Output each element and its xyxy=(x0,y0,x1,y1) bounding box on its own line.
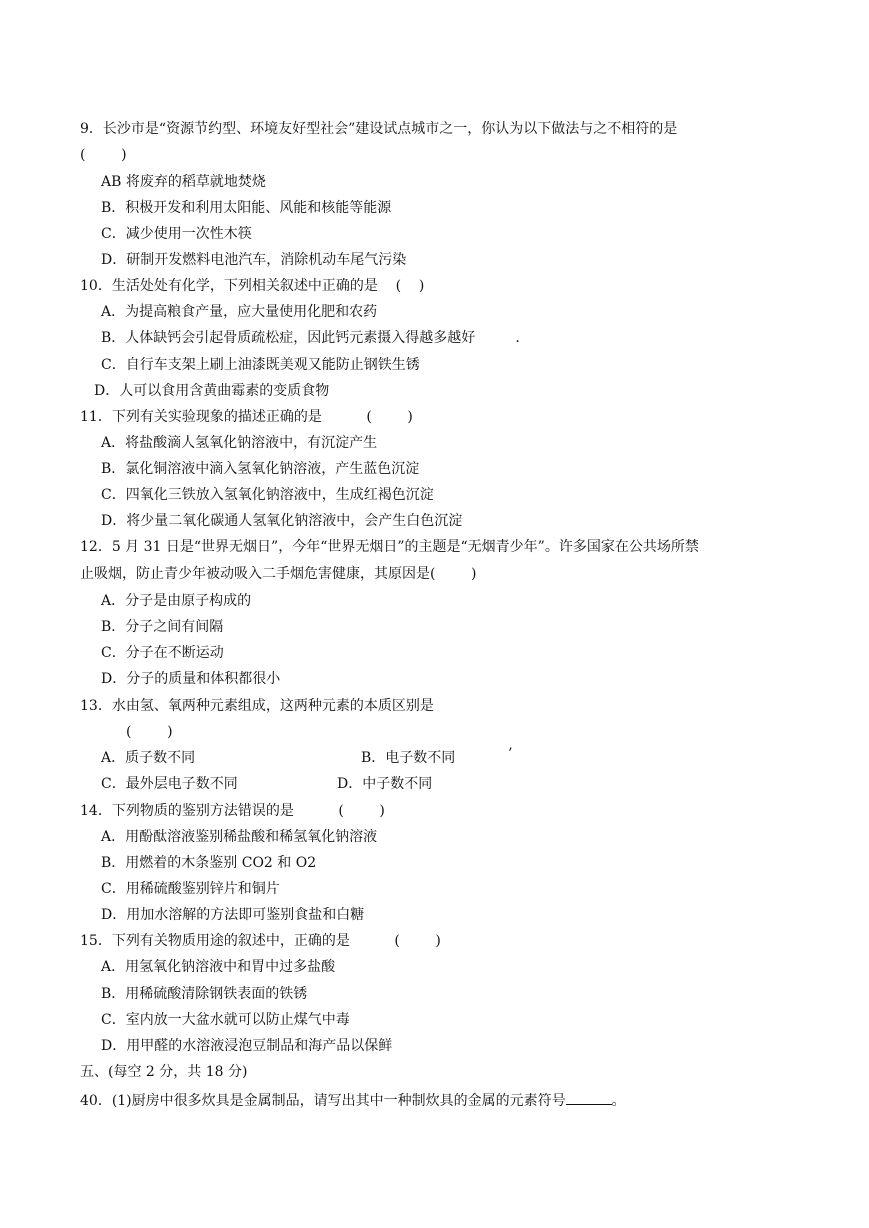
question-9-answer-bracket: ( ) xyxy=(80,147,127,163)
question-13-option-d: D．中子数不同 xyxy=(337,776,433,792)
question-9-option-c: C．减少使用一次性木筷 xyxy=(101,226,252,242)
question-10-option-a: A．为提高粮食产量，应大量使用化肥和农药 xyxy=(101,304,378,320)
question-14-stem: 14．下列物质的鉴别方法错误的是 ( ) xyxy=(80,803,385,819)
question-13-option-a: A．质子数不同 xyxy=(101,750,196,766)
answer-blank[interactable] xyxy=(566,1090,612,1105)
question-15-option-c: C．室内放一大盆水就可以防止煤气中毒 xyxy=(101,1012,350,1028)
question-9-option-a: AB 将废弃的稻草就地焚烧 xyxy=(101,174,266,190)
question-40-end-punct: 。 xyxy=(611,1093,626,1109)
question-11-option-a: A．将盐酸滴人氢氧化钠溶液中，有沉淀产生 xyxy=(101,435,378,451)
question-40-line xyxy=(80,1090,626,1110)
question-11-option-d: D．将少量二氧化碳通人氢氧化钠溶液中，会产生白色沉淀 xyxy=(101,513,463,529)
question-12-option-c: C．分子在不断运动 xyxy=(101,645,224,661)
question-15-option-b: B．用稀硫酸清除钢铁表面的铁锈 xyxy=(101,986,308,1002)
question-15-option-d: D．用甲醛的水溶液浸泡豆制品和海产品以保鲜 xyxy=(101,1038,393,1054)
question-13-answer-bracket: ( ) xyxy=(126,724,173,740)
question-9-stem: 9．长沙市是“资源节约型、环境友好型社会”建设试点城市之一，你认为以下做法与之不相符的是 xyxy=(80,121,678,137)
question-14-option-a: A．用酚酞溶液鉴别稀盐酸和稀氢氧化钠溶液 xyxy=(101,829,378,845)
question-10-option-d: D．人可以食用含黄曲霉素的变质食物 xyxy=(94,383,330,399)
question-15-option-a: A．用氢氧化钠溶液中和胃中过多盐酸 xyxy=(101,959,336,975)
question-12-option-a: A．分子是由原子构成的 xyxy=(101,593,252,609)
question-12-stem: 12．5 月 31 日是“世界无烟日”，今年“世界无烟日”的主题是“无烟青少年”。许多国家在公共场所禁 xyxy=(80,539,699,555)
question-13-option-c: C．最外层电子数不同 xyxy=(101,776,238,792)
question-10-option-c: C．自行车支架上刷上油漆既美观又能防止钢铁生锈 xyxy=(101,357,420,373)
question-11-option-c: C．四氧化三铁放入氢氧化钠溶液中，生成红褐色沉淀 xyxy=(101,487,434,503)
question-40-text: 40．(1)厨房中很多炊具是金属制品，请写出其中一种制炊具的金属的元素符号 xyxy=(80,1093,566,1109)
question-13-option-b: B．电子数不同 xyxy=(361,750,456,766)
question-12-stem-continued: 止吸烟，防止青少年被动吸入二手烟危害健康，其原因是( ) xyxy=(80,566,477,582)
question-14-option-c: C．用稀硫酸鉴别锌片和铜片 xyxy=(101,881,280,897)
question-12-option-b: B．分子之间有间隔 xyxy=(101,619,224,635)
question-9-option-d: D．研制开发燃料电池汽车，消除机动车尾气污染 xyxy=(101,252,407,268)
question-13-stray-mark: ’ xyxy=(508,746,513,762)
question-14-option-b: B．用燃着的木条鉴别 CO2 和 O2 xyxy=(101,855,317,871)
question-10-stem: 10．生活处处有化学，下列相关叙述中正确的是 ( ) xyxy=(80,278,425,294)
question-9-option-b: B．积极开发和利用太阳能、风能和核能等能源 xyxy=(101,200,392,216)
question-13-stem: 13．水由氢、氧两种元素组成，这两种元素的本质区别是 xyxy=(80,698,434,714)
question-11-option-b: B．氯化铜溶液中滴入氢氧化钠溶液，产生蓝色沉淀 xyxy=(101,461,420,477)
question-15-stem: 15．下列有关物质用途的叙述中，正确的是 ( ) xyxy=(80,933,441,949)
question-11-stem: 11．下列有关实验现象的描述正确的是 ( ) xyxy=(80,409,413,425)
section-5-heading: 五、(每空 2 分，共 18 分) xyxy=(80,1064,248,1080)
question-12-option-d: D．分子的质量和体积都很小 xyxy=(101,671,281,687)
question-14-option-d: D．用加水溶解的方法即可鉴别食盐和白糖 xyxy=(101,907,365,923)
question-10-option-b: B．人体缺钙会引起骨质疏松症，因此钙元素摄入得越多越好 . xyxy=(101,330,520,346)
